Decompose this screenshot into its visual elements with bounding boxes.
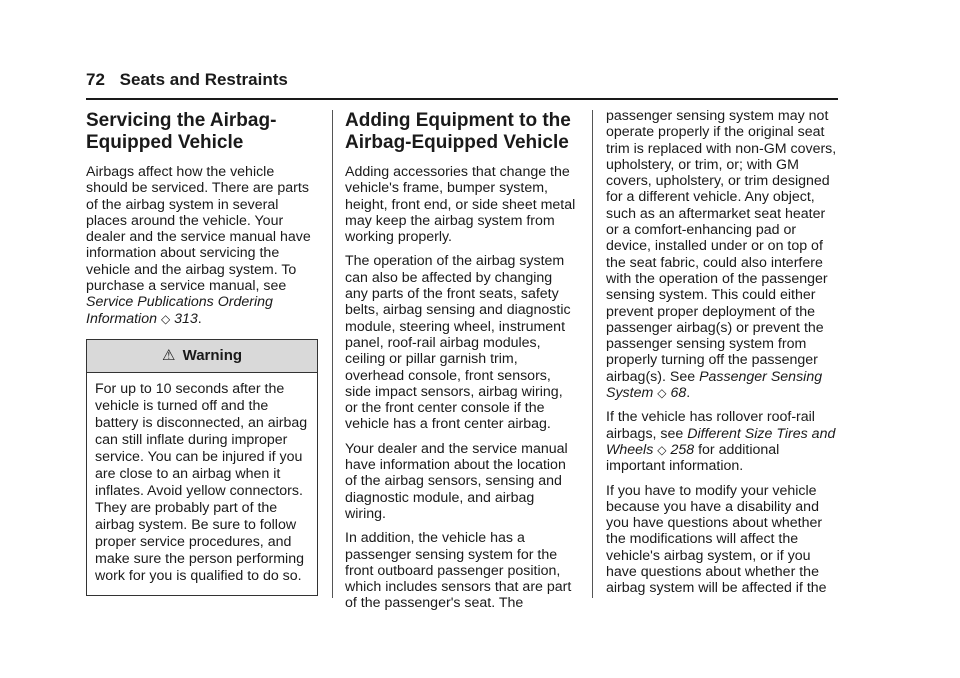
- column-divider: [332, 110, 333, 598]
- paragraph: Airbags affect how the vehicle should be serviced. There are parts of the airbag system in several places around the vehicle. Your dealer and the service manual have information about servicing the vehicle and the airbag system. To purchase a service manual, see Service Publications Ordering Information ◇ 313.: [86, 164, 311, 327]
- column-divider: [592, 110, 593, 598]
- paragraph: If the vehicle has rollover roof-rail airbags, see Different Size Tires and Wheels ◇ 258 for additional important information.: [606, 409, 836, 475]
- link-different-size-tires[interactable]: Different Size Tires and Wheels: [606, 425, 836, 458]
- paragraph: If you have to modify your vehicle because you have a disability and you have questions about whether the modifications will affect the vehicle's airbag system, or if you have questions about whether the airbag system will be affected if the: [606, 482, 827, 597]
- column-2: [345, 108, 577, 620]
- paragraph: passenger sensing system may not operate properly if the original seat trim is replaced with non-GM covers, upholstery, or trim, or; with GM covers, upholstery, or trim designed for a different vehicle. Any object, such as an aftermarket seat heater or a comfort-enhancing pad or device, installed under or on top of the seat fabric, could also interfere with the operation of the passenger sensing system. This could either prevent proper deployment of the passenger airbag(s) or prevent the passenger sensing system from properly turning off the passenger airbag(s). See Passenger Sensing System ◇ 68.: [606, 108, 837, 402]
- paragraph: Your dealer and the service manual have information about the location of the airbag sensors, sensing and diagnostic module, and airbag wiring.: [345, 440, 568, 522]
- column-1: [86, 108, 318, 596]
- paragraph: The operation of the airbag system can also be affected by changing any parts of the front seats, safety belts, airbag sensing and diagnostic module, steering wheel, instrument panel, roof-rail airbag modules, ceiling or pillar garnish trim, overhead console, front sensors, side impact sensors, airbag wiring, or the front center console if the vehicle has a front center airbag.: [345, 253, 571, 433]
- warning-box: [86, 339, 318, 596]
- header-rule: [86, 98, 838, 100]
- page-ref-number[interactable]: 68: [670, 385, 687, 402]
- paragraph: In addition, the vehicle has a passenger sensing system for the front outboard passenger position, which includes sensors that are part of the passenger's seat. The: [345, 530, 572, 612]
- page-ref-icon: ◇: [657, 386, 667, 401]
- page-ref-number[interactable]: 258: [670, 441, 695, 458]
- page-header: [86, 70, 288, 90]
- warning-title: Warning: [182, 346, 243, 364]
- heading-adding-equipment: Adding Equipment to the Airbag-Equipped Vehicle: [345, 110, 571, 153]
- page-ref-icon: ◇: [160, 311, 171, 326]
- link-passenger-sensing[interactable]: Passenger Sensing System: [606, 368, 823, 402]
- paragraph: Adding accessories that change the vehicle's frame, bumper system, height, front end, or side sheet metal may keep the airbag system from working properly.: [345, 164, 576, 246]
- page-number: 72: [86, 70, 105, 89]
- page-ref-icon: ◇: [657, 442, 667, 457]
- warning-icon: ⚠: [161, 346, 176, 364]
- link-service-publications[interactable]: Service Publications Ordering Information: [86, 294, 273, 327]
- section-title: Seats and Restraints: [119, 70, 288, 89]
- page-ref-number[interactable]: 313: [174, 310, 198, 327]
- column-3: [606, 108, 838, 605]
- heading-servicing: Servicing the Airbag-Equipped Vehicle: [86, 110, 277, 153]
- warning-header: [87, 340, 317, 373]
- warning-text: For up to 10 seconds after the vehicle is turned off and the battery is disconnected, an airbag can still inflate during improper service. You can be injured if you are close to an airbag when it inflates. Avoid yellow connectors. They are probably part of the airbag system. Be sure to follow proper service procedures, and make sure the person performing work for you is qualified to do so.: [95, 381, 308, 585]
